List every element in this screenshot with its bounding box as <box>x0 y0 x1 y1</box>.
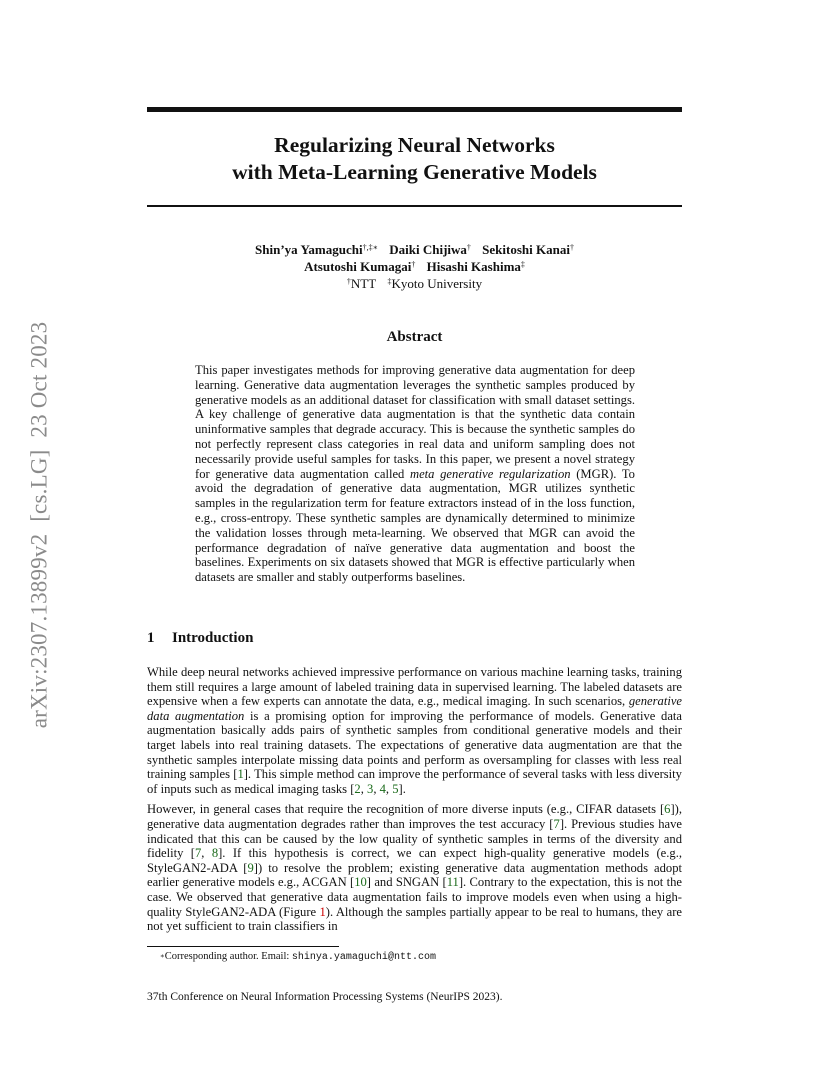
citation-link[interactable]: 1 <box>237 767 244 782</box>
author-affiliation-mark: ‡ <box>520 260 525 269</box>
paragraph-text: ]. If this hypothesis is correct, we can expect high-quality generative models (e.g., StyleGAN2-ADA [ <box>147 846 683 875</box>
paragraph-text: ]), generative data augmentation degrades rather than improves the test accuracy [ <box>147 802 682 831</box>
title-bottom-rule <box>147 205 682 207</box>
citation-link[interactable]: 7 <box>194 846 202 861</box>
footnote-text: Corresponding author. Email: <box>164 951 292 962</box>
author-line-2 <box>147 258 682 275</box>
paragraph: However, in general cases that require the recognition of more diverse inputs (e.g., CIFAR datasets [6]), generative data augmentation degrades rather than improves the test accuracy [7]. Previous studies have indicated that this can be caused by the low quality of synthetic samples in terms of the diversity and fidelity [7, 8]. If this hypothesis is correct, we can expect high-quality generative models (e.g., StyleGAN2-ADA [9]) to resolve the problem; existing generative data augmentation methods adopt earlier generative models e.g., ACGAN [10] and SNGAN [11]. Contrary to the expectation, this is not the case. We observed that generative data augmentation fails to improve models even when using a high-quality StyleGAN2-ADA (Figure 1). Although the samples partially appear to be real to humans, they are not yet sufficient to train classifiers in <box>147 802 683 934</box>
author-name: Sekitoshi Kanai <box>482 242 570 257</box>
citation-link[interactable]: 2 <box>354 781 361 796</box>
section-heading <box>147 630 253 647</box>
paper-title <box>147 132 682 186</box>
abstract-heading: Abstract <box>386 329 443 345</box>
section-number: 1 <box>147 630 155 646</box>
citation-link[interactable]: 11 <box>446 875 459 890</box>
affiliation-name: NTT <box>350 276 377 291</box>
author-name: Daiki Chijiwa <box>389 242 467 257</box>
arxiv-identifier-text: arXiv:2307.13899v2 [cs.LG] 23 Oct 2023 <box>26 321 52 729</box>
paragraph-text: ). Although the samples partially appear to be real to humans, they are not yet sufficient to train classifiers in <box>147 904 682 934</box>
affiliations-line <box>147 275 682 292</box>
paragraph-text: ]. Previous studies have indicated that this can be caused by the low quality of synthetic samples in terms of the diversity and fidelity [ <box>147 816 683 861</box>
author-affiliation-mark: †,‡∗ <box>362 243 379 252</box>
abstract-emphasis: meta generative regularization <box>410 466 571 481</box>
abstract-body <box>195 363 635 585</box>
abstract-text: This paper investigates methods for improving generative data augmentation for deep learning. Generative data augmentation leverages the synthetic samples produced by generative models as an additional dataset for classification with small dataset settings. A key challenge of generative data augmentation is that the synthetic data contain uninformative samples that degrade accuracy. This is because the synthetic samples do not perfectly represent class categories in real data and uniform sampling does not necessarily provide useful samples for tasks. In this paper, we present a novel strategy for generative data augmentation called <box>195 363 635 481</box>
paragraph-text: ]. Contrary to the expectation, this is not the case. We observed that generative data augmentation fails to improve models even when using a high-quality StyleGAN2-ADA (Figure <box>147 875 682 919</box>
paragraph: While deep neural networks achieved impressive performance on various machine learning tasks, training them still requires a large amount of labeled training data in supervised learning. The labeled datasets are expensive when a few experts can annotate the data, e.g., medical imaging. In such scenarios, generative data augmentation is a promising option for improving the performance of models. Generative data augmentation basically adds pairs of synthetic samples from conditional generative models and their target labels into real training datasets. The expectations of generative data augmentation are that the synthetic samples interpolate missing data points and perform as oversampling for classes with less real training samples [1]. This simple method can improve the performance of several tasks with less diversity of inputs such as medical imaging tasks [2, 3, 4, 5]. <box>147 665 682 796</box>
paper-title-line-1: Regularizing Neural Networks <box>274 133 555 157</box>
affiliation-name: Kyoto University <box>391 276 483 291</box>
paragraph-text: ]) to resolve the problem; existing generative data augmentation methods adopt earlier generative models e.g., ACGAN [ <box>147 860 682 890</box>
author-block <box>147 241 682 292</box>
paragraph-text: is a promising option for improving the performance of models. Generative data augmentation basically adds pairs of synthetic samples from conditional generative models and their target labels into real training datasets. The expectations of generative data augmentation are that the synthetic samples interpolate missing data points and perform as oversampling for classes with less real training samples [ <box>147 708 682 782</box>
author-name: Hisashi Kashima <box>426 259 521 274</box>
author-affiliation-mark: † <box>466 243 471 252</box>
paragraph-text: ]. <box>398 781 406 796</box>
paragraph-text: However, in general cases that require the recognition of more diverse inputs (e.g., CIFAR datasets [ <box>147 802 665 817</box>
section-title: Introduction <box>172 630 254 646</box>
citation-link[interactable]: 7 <box>553 816 560 831</box>
affiliation-mark: ‡ <box>387 277 392 286</box>
paragraph-text: ]. This simple method can improve the performance of several tasks with less diversity of inputs such as medical imaging tasks [ <box>147 767 682 796</box>
author-affiliation-mark: † <box>411 260 416 269</box>
paragraph-text: While deep neural networks achieved impressive performance on various machine learning tasks, training them still requires a large amount of labeled training data in supervised learning. The labeled datasets are expensive when a few experts can annotate the data, e.g., medical imaging. In such scenarios, <box>147 665 682 709</box>
footnote <box>160 950 436 964</box>
arxiv-identifier <box>14 290 64 760</box>
author-line-1 <box>147 241 682 258</box>
citation-link[interactable]: 5 <box>392 781 399 796</box>
footnote-rule <box>147 946 339 947</box>
citation-link[interactable]: 8 <box>211 846 219 861</box>
citation-link[interactable]: 9 <box>247 860 254 875</box>
introduction-body <box>147 665 682 940</box>
citation-link[interactable]: 4 <box>379 781 386 796</box>
emphasis-text: generative data augmentation <box>147 694 682 723</box>
citation-link[interactable]: 3 <box>367 781 374 796</box>
venue-line: 37th Conference on Neural Information Processing Systems (NeurIPS 2023). <box>147 991 503 1003</box>
citation-link[interactable]: 6 <box>664 802 671 817</box>
affiliation-mark: † <box>346 277 351 286</box>
footnote-email[interactable]: shinya.yamaguchi@ntt.com <box>291 952 436 963</box>
citation-link[interactable]: 10 <box>354 875 367 890</box>
paragraph-text: ] and SNGAN [ <box>366 875 447 890</box>
figure-link[interactable]: 1 <box>319 904 326 919</box>
footnote-mark: ∗ <box>160 952 165 960</box>
abstract-text: (MGR). To avoid the degradation of generative data augmentation, MGR utilizes synthetic samples in the regularization term for feature extractors instead of in the loss function, e.g., cross-entropy. These synthetic samples are dynamically determined to minimize the validation losses through meta-learning. We observed that MGR can avoid the performance degradation of naïve generative data augmentation and boost the baselines. Experiments on six datasets showed that MGR is effective particularly when datasets are smaller and stably outperforms baselines. <box>195 466 635 585</box>
title-top-rule <box>147 107 682 112</box>
paper-title-line-2: with Meta-Learning Generative Models <box>232 160 597 184</box>
author-name: Atsutoshi Kumagai <box>304 259 412 274</box>
author-affiliation-mark: † <box>569 243 574 252</box>
author-name: Shin’ya Yamaguchi <box>255 242 363 257</box>
